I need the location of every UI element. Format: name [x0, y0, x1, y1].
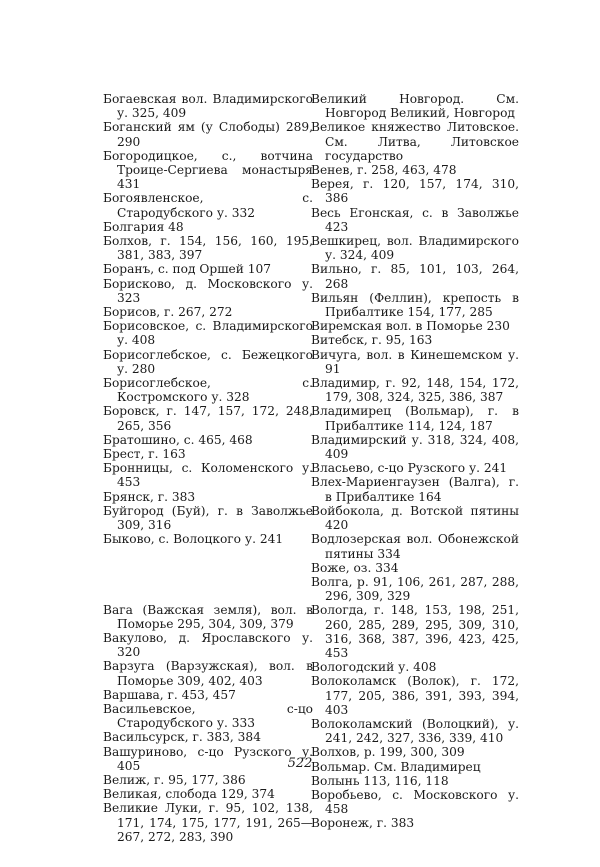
- index-entry: Велиж, г. 95, 177, 386: [103, 772, 246, 787]
- letter-gap: [103, 547, 313, 603]
- index-entry: Варзуга (Варзужская), вол. в Поморье 309, 402, 403: [103, 659, 313, 688]
- index-entry: Вологда, г. 148, 153, 198, 251, 260, 285, 289, 295, 309, 310, 316, 368, 387, 396, 423, 425, 453: [311, 603, 519, 660]
- index-entry: Волоколамск (Волок), г. 172, 177, 205, 386, 391, 393, 394, 403: [311, 674, 519, 717]
- index-entry: Вичуга, вол. в Кинешемском у. 91: [311, 347, 519, 376]
- index-entry: Великий Новгород. См. Новгород Великий, Новгород: [311, 92, 519, 121]
- index-entry: Буйгород (Буй), г. в Заволжье 309, 316: [103, 503, 313, 533]
- index-entry: Верея, г. 120, 157, 174, 310, 386: [311, 177, 519, 206]
- index-entry: Борисково, д. Московского у. 323: [103, 276, 313, 305]
- index-entry: Виремская вол. в Поморье 230: [311, 319, 510, 334]
- index-entry: Быково, с. Волоцкого у. 241: [103, 532, 284, 547]
- index-entry: Весь Егонская, с. в Заволжье 423: [311, 205, 519, 234]
- index-entry: Бронницы, с. Коломенского у. 453: [103, 461, 313, 490]
- index-entry: Боровск, г. 147, 157, 172, 248, 265, 356: [103, 404, 313, 433]
- index-entry: Борисов, г. 267, 272: [103, 305, 233, 320]
- index-entry: Водлозерская вол. Обонежской пятины 334: [311, 532, 519, 561]
- index-entry: Вешкирец, вол. Владимирского у. 324, 409: [311, 234, 519, 263]
- index-entry: Болгария 48: [103, 219, 184, 234]
- index-entry: Владимирец (Вольмар), г. в Прибалтике 114, 124, 187: [311, 404, 519, 433]
- index-entry: Витебск, г. 95, 163: [311, 333, 433, 348]
- index-entry: Великие Луки, г. 95, 102, 138, 171, 174, 175, 177, 191, 265—267, 272, 283, 390: [103, 801, 313, 844]
- index-entry: Великая, слобода 129, 374: [103, 787, 275, 802]
- index-entry: Боранъ, с. под Оршей 107: [103, 262, 271, 277]
- index-entry: Венев, г. 258, 463, 478: [311, 163, 457, 178]
- index-entry: Владимир, г. 92, 148, 154, 172, 179, 308, 324, 325, 386, 387: [311, 376, 519, 405]
- index-entry: Богородицкое, с., вотчина Троице-Сергиева монастыря 431: [103, 148, 313, 192]
- index-entry: Волоколамский (Волоцкий), у. 241, 242, 327, 336, 339, 410: [311, 716, 519, 746]
- index-entry: Вольмар. См. Владимирец: [311, 759, 481, 774]
- index-entry: Владимирский у. 318, 324, 408, 409: [311, 432, 519, 462]
- index-entry: Великое княжество Литовское. См. Литва, Литовское государство: [311, 120, 519, 163]
- index-entry: Воробьево, с. Московского у. 458: [311, 787, 519, 817]
- index-entry: Вашуриново, с-цо Рузского у. 405: [103, 744, 313, 773]
- index-entry: Вакулово, д. Ярославского у. 320: [103, 630, 313, 660]
- left-column: [103, 92, 313, 844]
- index-entry: Вильно, г. 85, 101, 103, 264, 268: [311, 262, 519, 291]
- index-entry: Боганский ям (у Слободы) 289, 290: [103, 120, 313, 149]
- index-entry: Васильевское, с-цо Стародубского у. 333: [103, 701, 313, 731]
- index-entry: Власьево, с-цо Рузского у. 241: [311, 461, 508, 476]
- index-entry: Воже, оз. 334: [311, 560, 399, 575]
- index-entry: Влех-Мариенгаузен (Валга), г. в Прибалтике 164: [311, 475, 519, 504]
- index-entry: Волхов, р. 199, 300, 309: [311, 745, 465, 760]
- index-entry: Болхов, г. 154, 156, 160, 195, 381, 383, 397: [103, 234, 313, 263]
- index-entry: Вага (Важская земля), вол. в Поморье 295, 304, 309, 379: [103, 602, 313, 631]
- index-entry: Борисоглебское, с. Бежецкого у. 280: [103, 347, 313, 376]
- index-entry: Вильян (Феллин), крепость в Прибалтике 154, 177, 285: [311, 290, 519, 320]
- index-entry: Брест, г. 163: [103, 447, 186, 462]
- index-entry: Варшава, г. 453, 457: [103, 687, 236, 702]
- index-entry: Богоявленское, с. Стародубского у. 332: [103, 191, 313, 220]
- index-entry: Волынь 113, 116, 118: [311, 773, 449, 788]
- index-group-b: [103, 92, 313, 547]
- index-group-v: [103, 603, 313, 844]
- index-entry: Братошино, с. 465, 468: [103, 432, 253, 447]
- index-entry: Борисовское, с. Владимирского у. 408: [103, 319, 313, 348]
- index-entry: Войбокола, д. Вотской пятины 420: [311, 503, 519, 533]
- index-entry: Волга, р. 91, 106, 261, 287, 288, 296, 309, 329: [311, 574, 519, 604]
- index-entry: Борисоглебское, с. Костромского у. 328: [103, 376, 313, 405]
- right-column: [311, 92, 519, 831]
- index-entry: Брянск, г. 383: [103, 489, 196, 504]
- page-number: 522: [287, 756, 313, 771]
- index-entry: Васильсурск, г. 383, 384: [103, 730, 261, 745]
- index-entry: Богаевская вол. Владимирского у. 325, 409: [103, 92, 313, 121]
- index-entry: Воронеж, г. 383: [311, 816, 415, 831]
- index-entry: Вологодский у. 408: [311, 660, 437, 675]
